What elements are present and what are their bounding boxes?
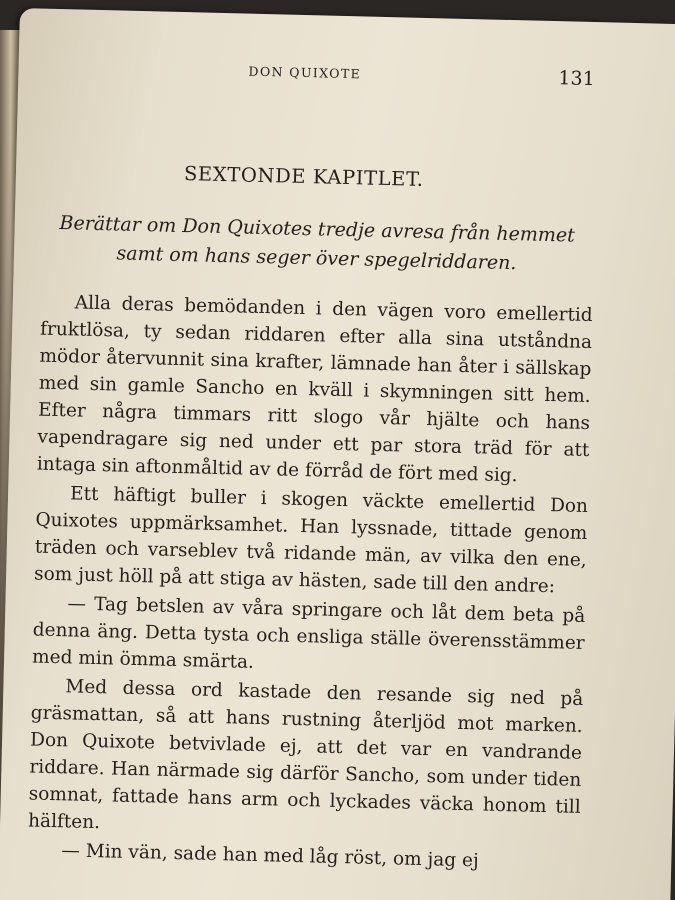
running-title: DON QUIXOTE: [248, 63, 362, 82]
paragraph: — Min vän, sade han med låg röst, om jag ej: [61, 840, 479, 872]
chapter-summary: Berättar om Don Quixotes tredje avresa från hemmet samt om hans seger över spegelriddaren.: [59, 212, 576, 275]
paragraph: — Tag betslen av våra springare och låt dem beta på denna äng. Detta tysta och ensliga ställe överensstämmer med min ömma smärta.: [31, 593, 586, 673]
book-page: [0, 8, 675, 900]
chapter-title: SEXTONDE KAPITLET.: [183, 162, 424, 191]
page-number: 131: [558, 67, 595, 91]
paragraph: Alla deras bemödanden i den vägen voro emellertid fruktlösa, ty sedan riddaren efter alla sina utståndna mödor återvunnit sina krafter, lämnade han åter i sällskap med sin gamle Sancho en kväll i skymningen sitt hem. Efter några timmars ritt slogo vår hjälte och hans vapendragare sig ned under ett par stora träd för att intaga sin aftonmåltid av de förråd de fört med sig.: [36, 292, 593, 487]
paragraph: Med dessa ord kastade den resande sig ned på gräsmattan, så att hans rustning återljöd mot marken. Don Quixote betvivlade ej, att det var en vandrande riddare. Han närmade sig därför Sancho, som under tiden somnat, fattade hans arm och lyckades väcka honom till hälften.: [27, 676, 584, 834]
running-head: [18, 54, 675, 94]
paragraph: Ett häftigt buller i skogen väckte emellertid Don Quixotes uppmärksamhet. Han lyssnade, tittade genom träden och varseblev två ridande män, av vilka den ene, som just höll på att stiga av hästen, sade till den andre:: [33, 483, 589, 598]
body-text: [27, 289, 593, 879]
